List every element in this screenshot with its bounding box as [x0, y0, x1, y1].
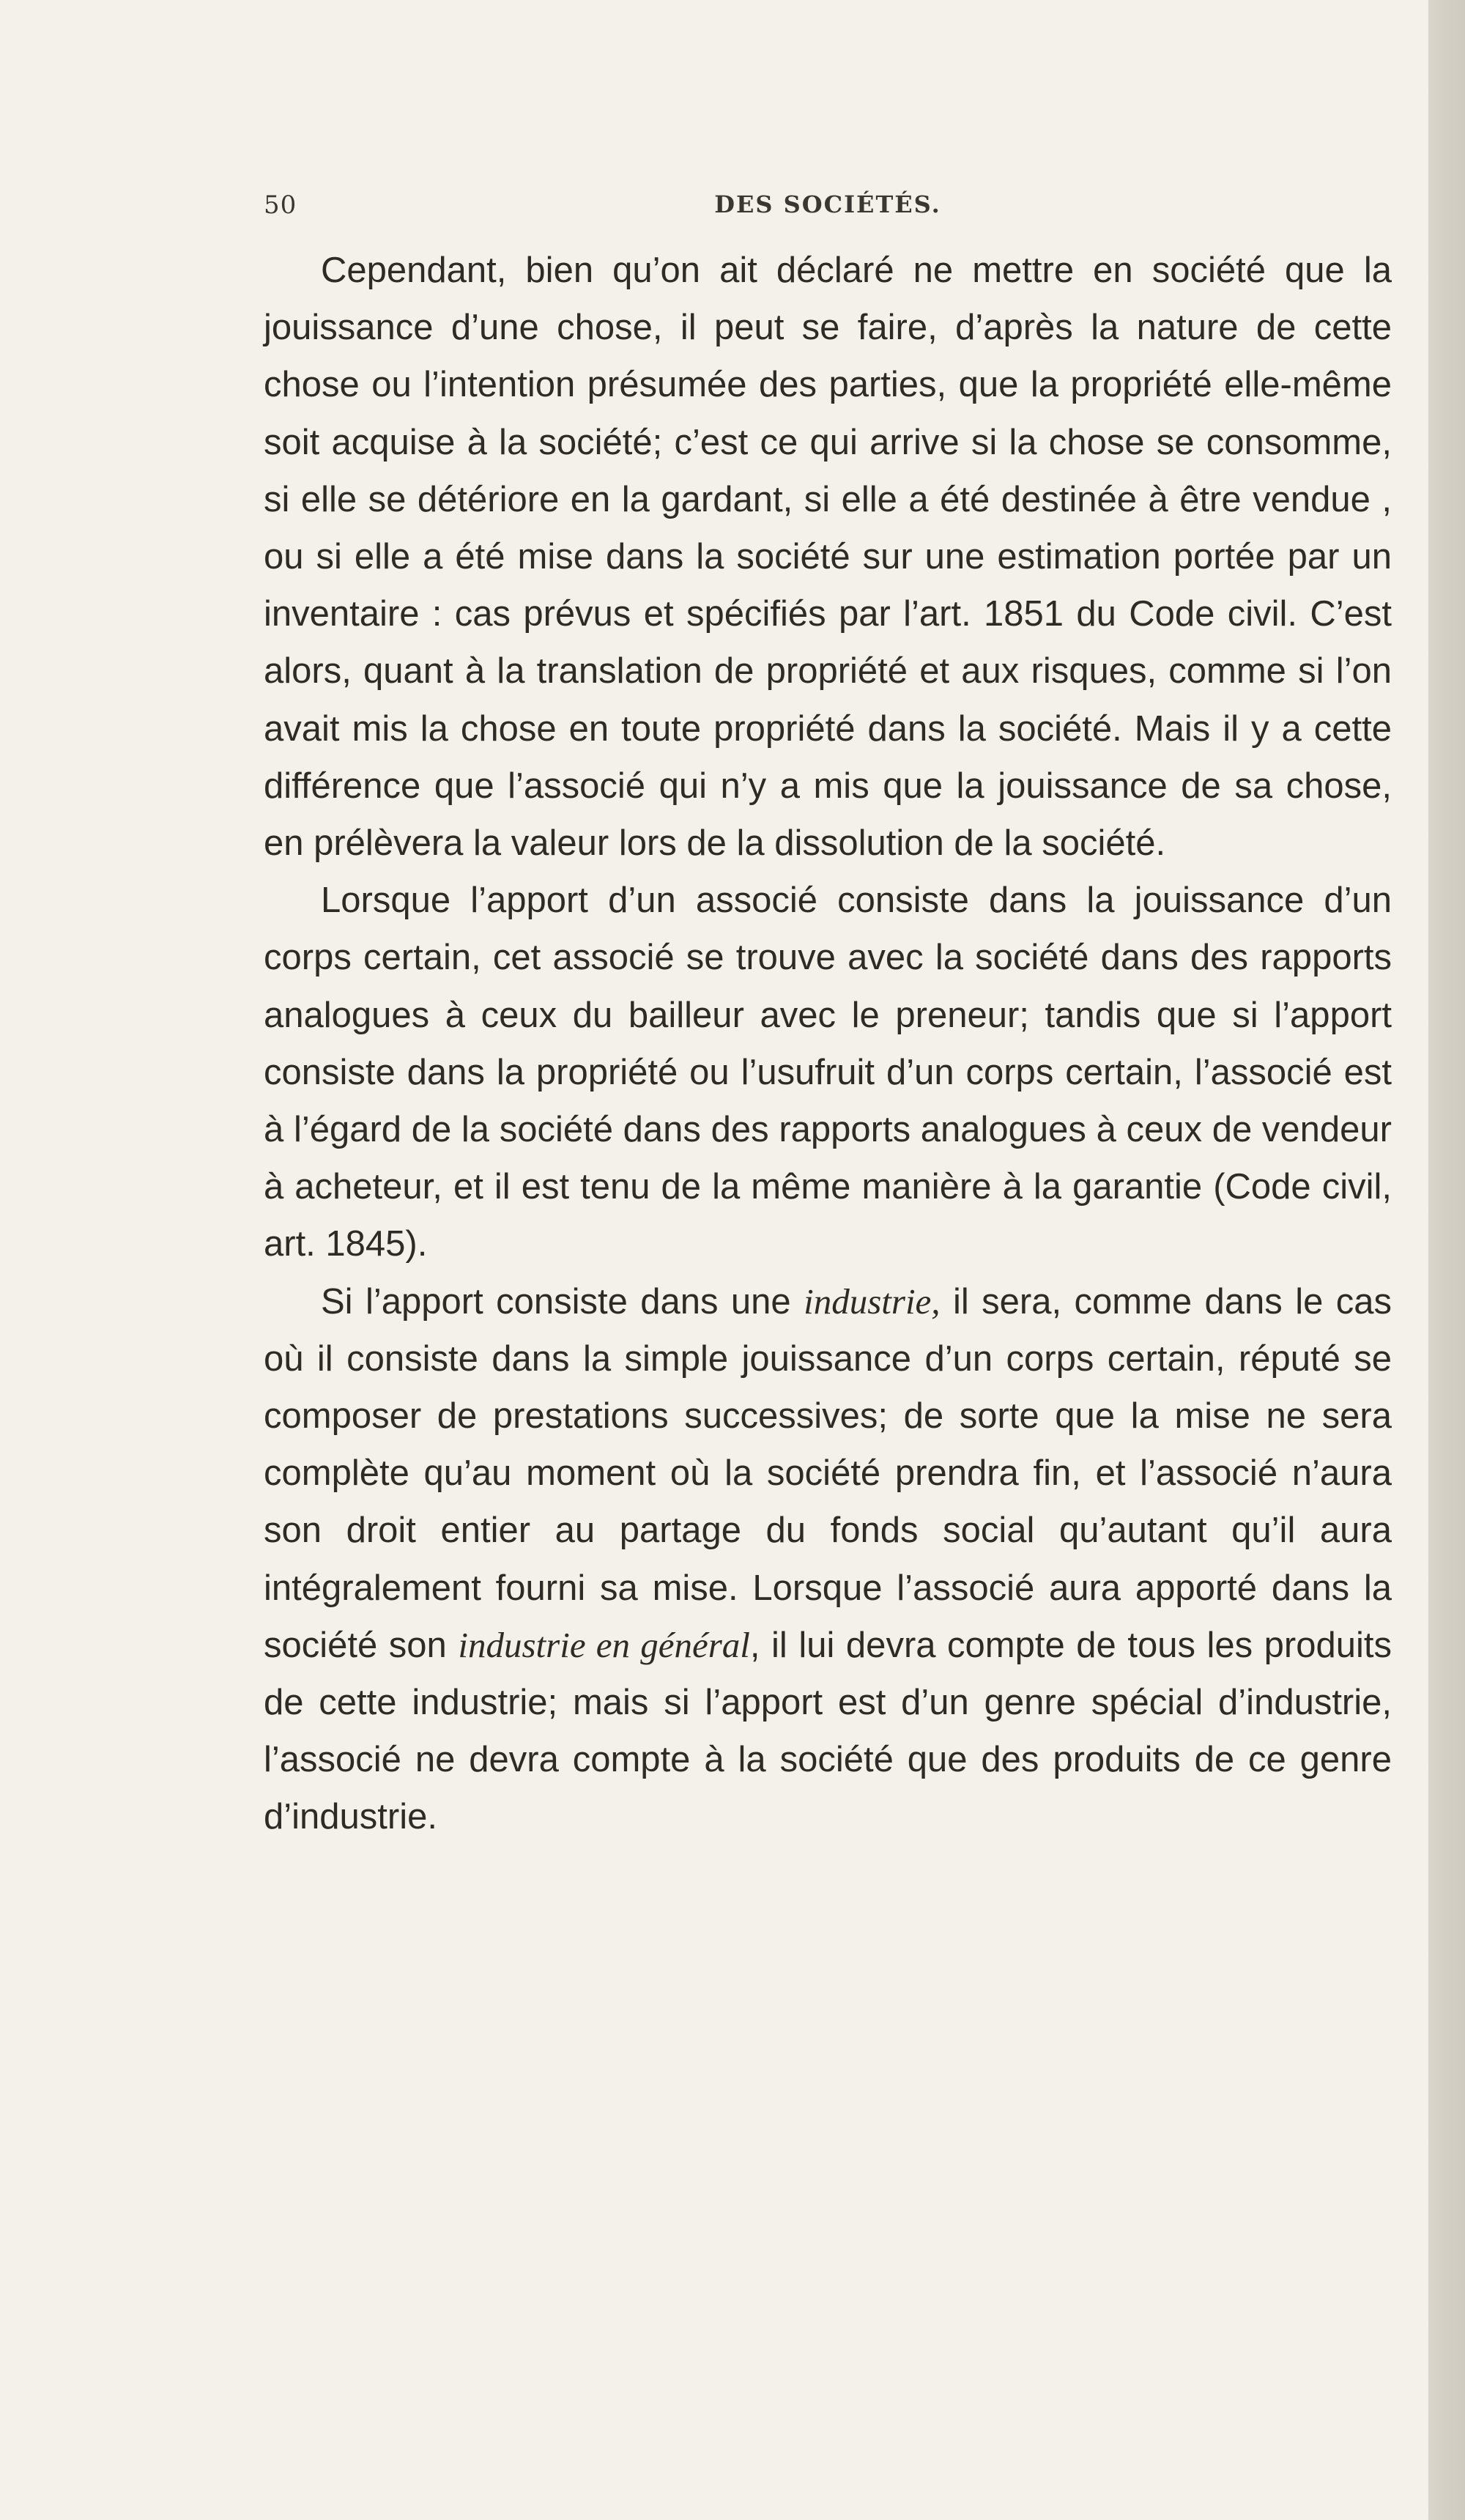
paragraph-2: Lorsque l’apport d’un associé consiste dans la jouissance d’un corps certain, cet associé se trouve avec la société dans des rapports analogues à ceux du bailleur avec le preneur; tandis que si l’apport consiste dans la propriété ou l’usufruit d’un corps certain, l’associé est à l’égard de la société dans des rapports analogues à ceux de vendeur à acheteur, et il est tenu de la même manière à la garantie (Code civil, art. 1845). [264, 881, 1392, 1264]
page-number: 50 [264, 190, 297, 220]
paragraph-3-part-a: Si l’apport consiste dans une [321, 1281, 804, 1322]
italic-industrie: industrie, [804, 1281, 941, 1322]
page-edge [1428, 0, 1465, 2520]
paragraph-3-part-c: , il lui devra compte de tous les produits de cette industrie; mais si l’apport est d’un genre spécial d’industrie, l’associé ne devra compte à la société que des produits de ce genre d’industrie. [264, 1625, 1392, 1837]
paragraph-3 [264, 1273, 1392, 1846]
italic-industrie-en-general: industrie en général [458, 1624, 750, 1665]
paragraph-3-part-b: il sera, comme dans le cas où il consiste dans la simple jouissance d’un corps certain, réputé se composer de prestations successives; de sorte que la mise ne sera complète qu’au moment où la société prendra fin, et l’associé n’aura son droit entier au partage du fonds social qu’autant qu’il aura intégralement fourni sa mise. Lorsque l’associé aura apporté dans la société son [264, 1281, 1392, 1665]
running-head [264, 176, 1392, 242]
page-content [264, 176, 1392, 1846]
running-title: DES SOCIÉTÉS. [714, 190, 941, 218]
paragraph-1: Cependant, bien qu’on ait déclaré ne mettre en société que la jouissance d’une chose, il peut se faire, d’après la nature de cette chose ou l’intention présumée des parties, que la propriété elle-même soit acquise à la société; c’est ce qui arrive si la chose se consomme, si elle se détériore en la gardant, si elle a été destinée à être vendue , ou si elle a été mise dans la société sur une estimation portée par un inventaire : cas prévus et spécifiés par l’art. 1851 du Code civil. C’est alors, quant à la translation de propriété et aux risques, comme si l’on avait mis la chose en toute propriété dans la société. Mais il y a cette différence que l’associé qui n’y a mis que la jouissance de sa chose, en prélèvera la valeur lors de la dissolution de la société. [264, 251, 1392, 864]
